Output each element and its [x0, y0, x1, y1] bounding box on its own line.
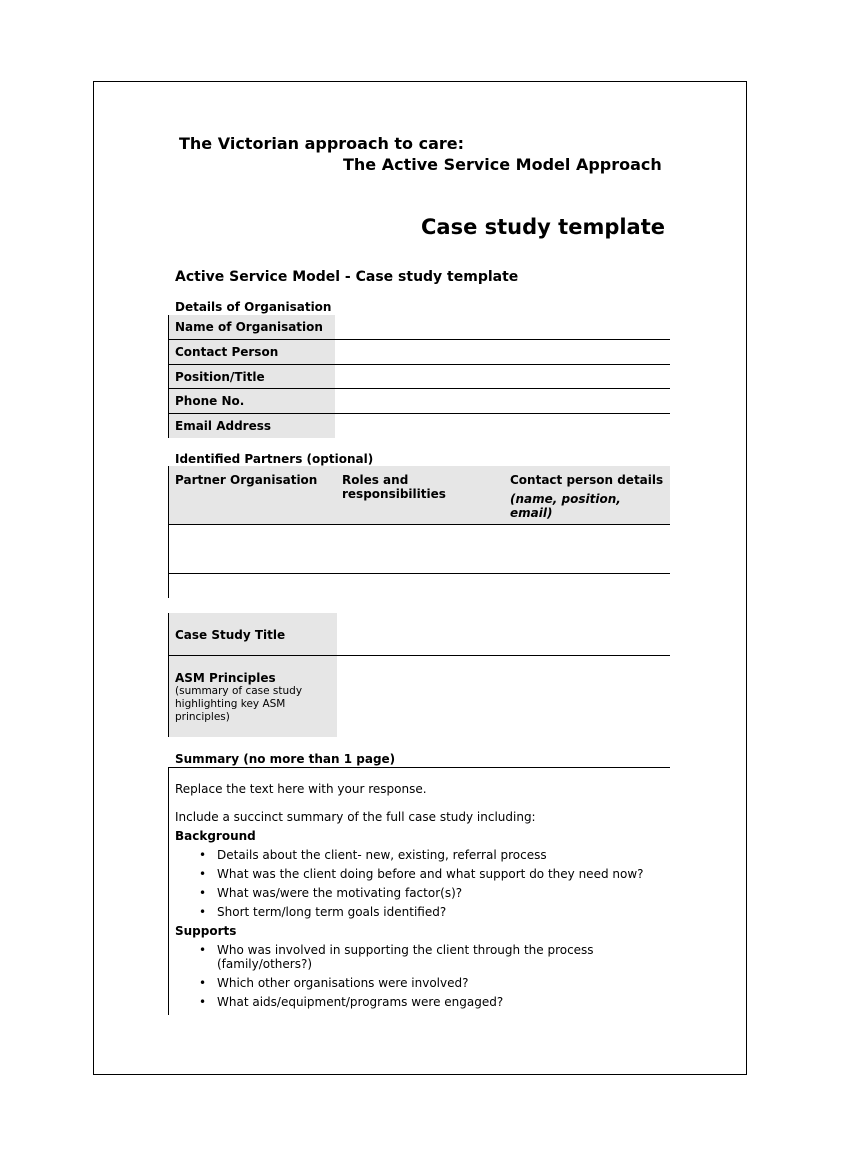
- summary-top-border: [169, 767, 670, 768]
- list-item: • Who was involved in supporting the client through the process (family/others?): [195, 943, 615, 971]
- template-subtitle: Active Service Model - Case study template: [175, 269, 519, 285]
- partners-col-contact-note: (name, position, email): [510, 492, 621, 520]
- partners-col-roles: Roles and responsibilities: [342, 473, 446, 501]
- list-item: • Which other organisations were involved?: [195, 976, 615, 990]
- field-label-position-title: Position/Title: [169, 365, 335, 388]
- list-item: • Short term/long term goals identified?: [195, 905, 655, 919]
- asm-principles-label: ASM Principles: [175, 671, 276, 685]
- row-divider: [169, 524, 670, 525]
- summary-section-label: Summary (no more than 1 page): [175, 752, 396, 766]
- field-label-contact-person: Contact Person: [169, 340, 335, 364]
- summary-intro: Include a succinct summary of the full case study including:: [175, 810, 536, 824]
- asm-principles-cell: [169, 656, 337, 737]
- list-item: • Details about the client- new, existing, referral process: [195, 848, 655, 862]
- supports-heading: Supports: [175, 924, 237, 938]
- partners-col-contact: Contact person details: [510, 473, 664, 487]
- partners-col-organisation: Partner Organisation: [175, 473, 318, 487]
- field-label-organisation-name: Name of Organisation: [169, 315, 335, 340]
- asm-principles-note: (summary of case study highlighting key ASM principles): [175, 685, 303, 723]
- organisation-section-label: Details of Organisation: [175, 300, 332, 314]
- case-study-title-label: Case Study Title: [169, 613, 337, 655]
- document-title: Case study template: [421, 215, 666, 239]
- partners-section-label: Identified Partners (optional): [175, 452, 374, 466]
- header-line-2: The Active Service Model Approach: [343, 155, 662, 174]
- list-item: • What was/were the motivating factor(s)?: [195, 886, 655, 900]
- field-label-phone: Phone No.: [169, 389, 335, 413]
- list-item: • What was the client doing before and what support do they need now?: [195, 867, 655, 881]
- background-list: [195, 848, 655, 924]
- row-divider: [169, 573, 670, 574]
- summary-instruction: Replace the text here with your response.: [175, 782, 427, 796]
- summary-left-border: [168, 767, 169, 1015]
- background-heading: Background: [175, 829, 256, 843]
- supports-list: [195, 943, 615, 1014]
- field-label-email: Email Address: [169, 414, 335, 438]
- list-item: • What aids/equipment/programs were engaged?: [195, 995, 615, 1009]
- header-line-1: The Victorian approach to care:: [179, 134, 465, 153]
